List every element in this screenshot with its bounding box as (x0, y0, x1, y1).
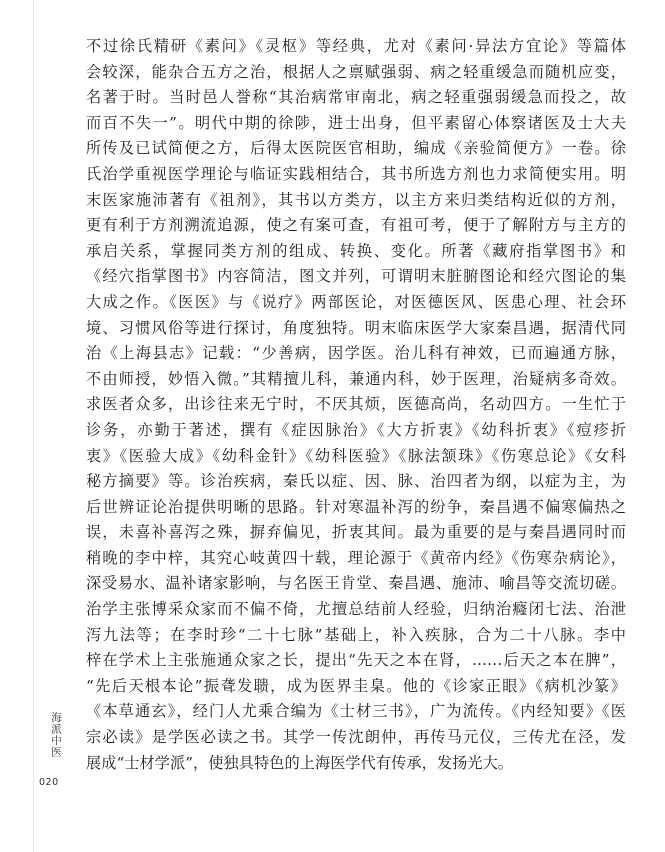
text-line: 《经穴指掌图书》内容简洁，图文并列，可谓明末脏腑图论和经穴图论的集 (86, 267, 626, 286)
text-line: 求医者众多，出诊往来无宁时，不厌其烦，医德高尚，名动四方。一生忙于 (86, 395, 626, 414)
text-line: 梓在学术上主张施通众家之长，提出“先天之本在肾，……后天之本在脾”， (86, 651, 626, 670)
text-line: 承启关系，掌握同类方剂的组成、转换、变化。所著《藏府指掌图书》和 (86, 241, 626, 260)
text-line: 稍晚的李中梓，其究心岐黄四十载，理论源于《黄帝内经》《伤寒杂病论》， (86, 548, 626, 567)
text-line: 而百不失一”。明代中期的徐陟，进士出身，但平素留心体察诸医及士大夫 (86, 113, 626, 132)
text-line: 会较深，能杂合五方之治，根据人之禀赋强弱、病之轻重缓急而随机应变， (86, 62, 626, 81)
text-line: 泻九法等；在李时珍“二十七脉”基础上，补入疾脉，合为二十八脉。李中 (86, 625, 626, 644)
text-line: 衷》《医验大成》《幼科金针》《幼科医验》《脉法颔珠》《伤寒总论》《女科 (86, 446, 626, 465)
text-line: 误，未喜补喜泻之殊，摒弃偏见，折衷其间。最为重要的是与秦昌遇同时而 (86, 523, 626, 542)
text-line: 宗必读》是学医必读之书。其学一传沈朗仲，再传马元仪，三传尤在泾，发 (86, 728, 626, 747)
text-line: 《本草通玄》，经门人尤乘合编为《士材三书》，广为流传。《内经知要》《医 (86, 702, 626, 721)
body-text (86, 34, 626, 776)
text-line: 秘方摘要》等。诊治疾病，秦氏以症、因、脉、治四者为纲，以症为主，为 (86, 472, 626, 491)
text-line: 不由师授，妙悟入微。”其精擅儿科，兼通内科，妙于医理，治疑病多奇效。 (86, 369, 626, 388)
page-number: 020 (39, 777, 59, 788)
text-line: 不过徐氏精研《素问》《灵枢》等经典，尤对《素问·异法方宜论》等篇体 (86, 37, 626, 55)
text-line: 诊务，亦勤于著述，撰有《症因脉治》《大方折衷》《幼科折衷》《痘疹折 (86, 420, 626, 439)
text-line: 展成“士材学派”，使独具特色的上海医学代有传承，发扬光大。 (86, 753, 514, 772)
margin-rule (33, 0, 34, 852)
text-line: 深受易水、温补诸家影响，与名医王肯堂、秦昌遇、施沛、喻昌等交流切磋。 (86, 574, 626, 593)
text-line: 大成之作。《医医》与《说疗》两部医论，对医德医风、医患心理、社会环 (86, 292, 626, 311)
text-line: 治学主张博采众家而不偏不倚，尤擅总结前人经验，归纳治癃闭七法、治泄 (86, 600, 626, 619)
text-line: 更有利于方剂溯流追源，使之有案可查，有祖可考，便于了解附方与主方的 (86, 216, 626, 235)
text-line: 名著于时。当时邑人誉称“其治病常审南北，病之轻重强弱缓急而投之，故 (86, 88, 626, 107)
text-line: 末医家施沛著有《祖剂》，其书以方类方，以主方来归类结构近似的方剂， (86, 190, 626, 209)
running-head: 海派中医 (50, 712, 62, 758)
text-line: 所传及已试简便之方，后得太医院医官相助，编成《亲验简便方》一卷。徐 (86, 139, 626, 158)
text-line: “先后天根本论”振聋发聩，成为医界圭臬。他的《诊家正眼》《病机沙篆》 (86, 676, 626, 695)
text-line: 治《上海县志》记载：“少善病，因学医。治儿科有神效，已而遍通方脉， (86, 344, 626, 363)
text-line: 境、习惯风俗等进行探讨，角度独特。明末临床医学大家秦昌遇，据清代同 (86, 318, 626, 337)
text-line: 后世辨证论治提供明晰的思路。针对寒温补泻的纷争，秦昌遇不偏寒偏热之 (86, 497, 626, 516)
text-line: 氏治学重视医学理论与临证实践相结合，其书所选方剂也力求简便实用。明 (86, 164, 626, 183)
